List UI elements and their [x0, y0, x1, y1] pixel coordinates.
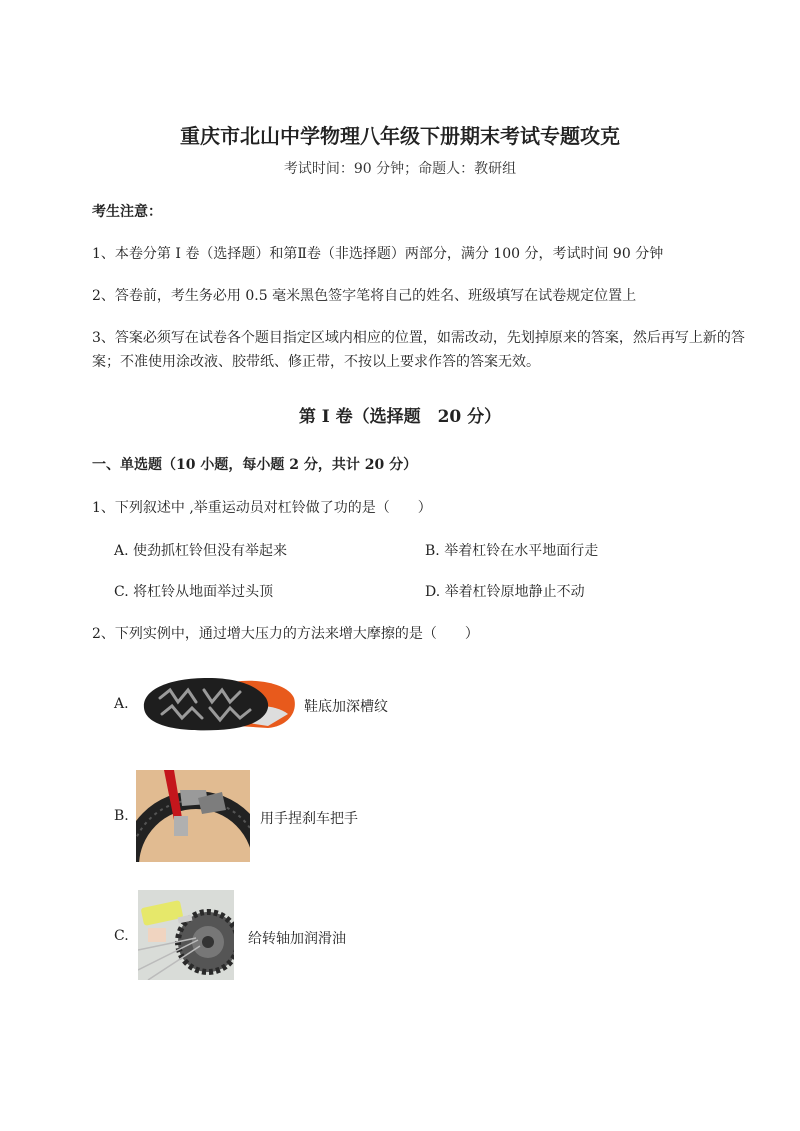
- notice-item-2: 2、答卷前，考生务必用 0.5 毫米黑色签字笔将自己的姓名、班级填写在试卷规定位置上: [92, 288, 637, 304]
- question-2-option-b-text[interactable]: 用手捏刹车把手: [260, 811, 358, 827]
- exam-info: 考试时间：90 分钟；命题人：教研组: [283, 161, 517, 177]
- question-1-option-d[interactable]: D. 举着杠铃原地静止不动: [425, 584, 585, 600]
- question-1-stem: 1、下列叙述中 ,举重运动员对杠铃做了功的是（ ）: [92, 500, 432, 516]
- question-2-option-c-text[interactable]: 给转轴加润滑油: [248, 931, 346, 947]
- question-1-option-a[interactable]: A. 使劲抓杠铃但没有举起来: [114, 543, 288, 559]
- question-2-stem: 2、下列实例中，通过增大压力的方法来增大摩擦的是（ ）: [92, 626, 479, 642]
- lubricating-gear-photo: [138, 890, 234, 980]
- shoe-sole-photo: [138, 668, 298, 736]
- notice-label: 考生注意：: [92, 204, 162, 220]
- question-1-option-b[interactable]: B. 举着杠铃在水平地面行走: [425, 543, 599, 559]
- question-group-heading: 一、单选题（10 小题，每小题 2 分，共计 20 分）: [92, 457, 418, 473]
- question-1-option-c[interactable]: C. 将杠铃从地面举过头顶: [114, 584, 274, 600]
- question-2-option-a-text[interactable]: 鞋底加深槽纹: [304, 699, 388, 715]
- question-2-option-a-letter[interactable]: A.: [114, 696, 129, 712]
- question-2-option-b-letter[interactable]: B.: [114, 808, 129, 824]
- notice-item-1: 1、本卷分第 I 卷（选择题）和第Ⅱ卷（非选择题）两部分，满分 100 分，考试时间 90 分钟: [92, 246, 664, 262]
- question-2-option-c-letter[interactable]: C.: [114, 928, 129, 944]
- bicycle-brake-photo: [136, 770, 250, 862]
- page-title: 重庆市北山中学物理八年级下册期末考试专题攻克: [180, 124, 620, 148]
- section-title: 第 I 卷（选择题 20 分）: [298, 407, 502, 427]
- notice-item-3: 3、答案必须写在试卷各个题目指定区域内相应的位置，如需改动，先划掉原来的答案，然后再写上新的答案；不准使用涂改液、胶带纸、修正带，不按以上要求作答的答案无效。: [92, 330, 745, 370]
